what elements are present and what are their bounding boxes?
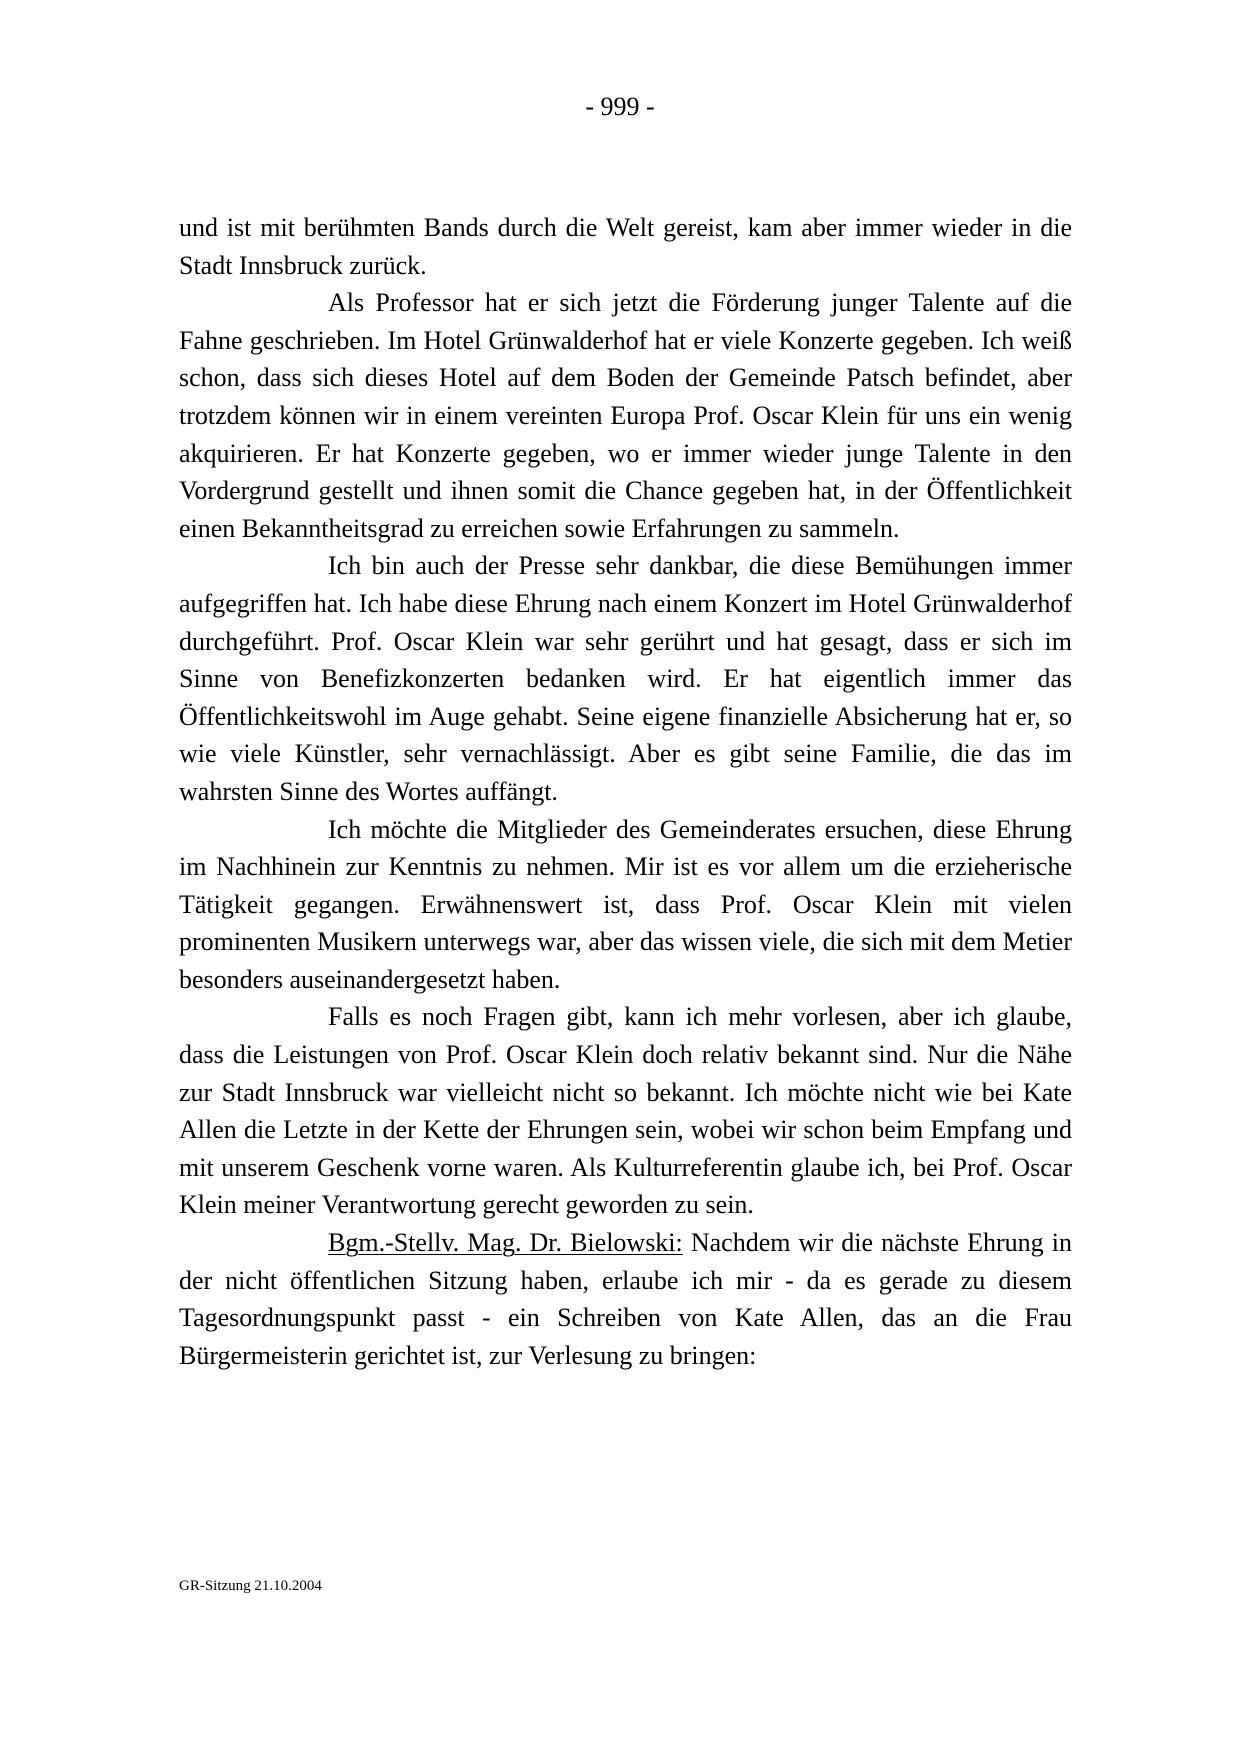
paragraph: Ich bin auch der Presse sehr dankbar, die diese Bemühungen immer aufgegriffen hat. Ich habe diese Ehrung nach einem Konzert im Hotel Grünwalderhof durchgeführt. Prof. Oscar Klein war sehr gerührt und hat gesagt, dass er sich im Sinne von Benefizkonzerten bedanken wird. Er hat eigentlich immer das Öffentlichkeitswohl im Auge gehabt. Seine eigene finanzielle Absicherung hat er, so wie viele Künstler, sehr vernachlässigt. Aber es gibt seine Familie, die das im wahrsten Sinne des Wortes auffängt.: [179, 551, 1072, 806]
speaker-statement: Nachdem wir die nächste Ehrung in der nicht öffentlichen Sitzung haben, erlaube ich mir - da es gerade zu diesem Tagesordnungspunkt passt - ein Schreiben von Kate Allen, das an die Frau Bürgermeisterin gerichtet ist, zur Verlesung zu bringen:: [179, 1228, 1072, 1370]
paragraph: Ich möchte die Mitglieder des Gemeinderates ersuchen, diese Ehrung im Nachhinein zur Kenntnis zu nehmen. Mir ist es vor allem um die erzieherische Tätigkeit gegangen. Erwähnenswert ist, dass Prof. Oscar Klein mit vielen prominenten Musikern unterwegs war, aber das wissen viele, die sich mit dem Metier besonders auseinandergesetzt haben.: [179, 814, 1072, 994]
page-number: - 999 -: [585, 92, 655, 121]
speaker-name: Bgm.-Stellv. Mag. Dr. Bielowski:: [328, 1228, 683, 1258]
paragraph: Als Professor hat er sich jetzt die Förderung junger Talente auf die Fahne geschrieben. Im Hotel Grünwalderhof hat er viele Konzerte gegeben. Ich weiß schon, dass sich dieses Hotel auf dem Boden der Gemeinde Patsch befindet, aber trotzdem können wir in einem vereinten Europa Prof. Oscar Klein für uns ein wenig akquirieren. Er hat Konzerte gegeben, wo er immer wieder junge Talente in den Vordergrund gestellt und ihnen somit die Chance gegeben hat, in der Öffentlichkeit einen Bekanntheitsgrad zu erreichen sowie Erfahrungen zu sammeln.: [179, 288, 1072, 543]
paragraph: und ist mit berühmten Bands durch die Welt gereist, kam aber immer wieder in die Stadt Innsbruck zurück.: [179, 213, 1072, 280]
body-text: [179, 209, 1072, 1374]
paragraph: Falls es noch Fragen gibt, kann ich mehr vorlesen, aber ich glaube, dass die Leistungen von Prof. Oscar Klein doch relativ bekannt sind. Nur die Nähe zur Stadt Innsbruck war vielleicht nicht so bekannt. Ich möchte nicht wie bei Kate Allen die Letzte in der Kette der Ehrungen sein, wobei wir schon beim Empfang und mit unserem Geschenk vorne waren. Als Kulturreferentin glaube ich, bei Prof. Oscar Klein meiner Verantwortung gerecht geworden zu sein.: [179, 1002, 1072, 1220]
speaker-paragraph: [179, 1224, 1072, 1374]
footer-session-date: GR-Sitzung 21.10.2004: [179, 1578, 322, 1594]
